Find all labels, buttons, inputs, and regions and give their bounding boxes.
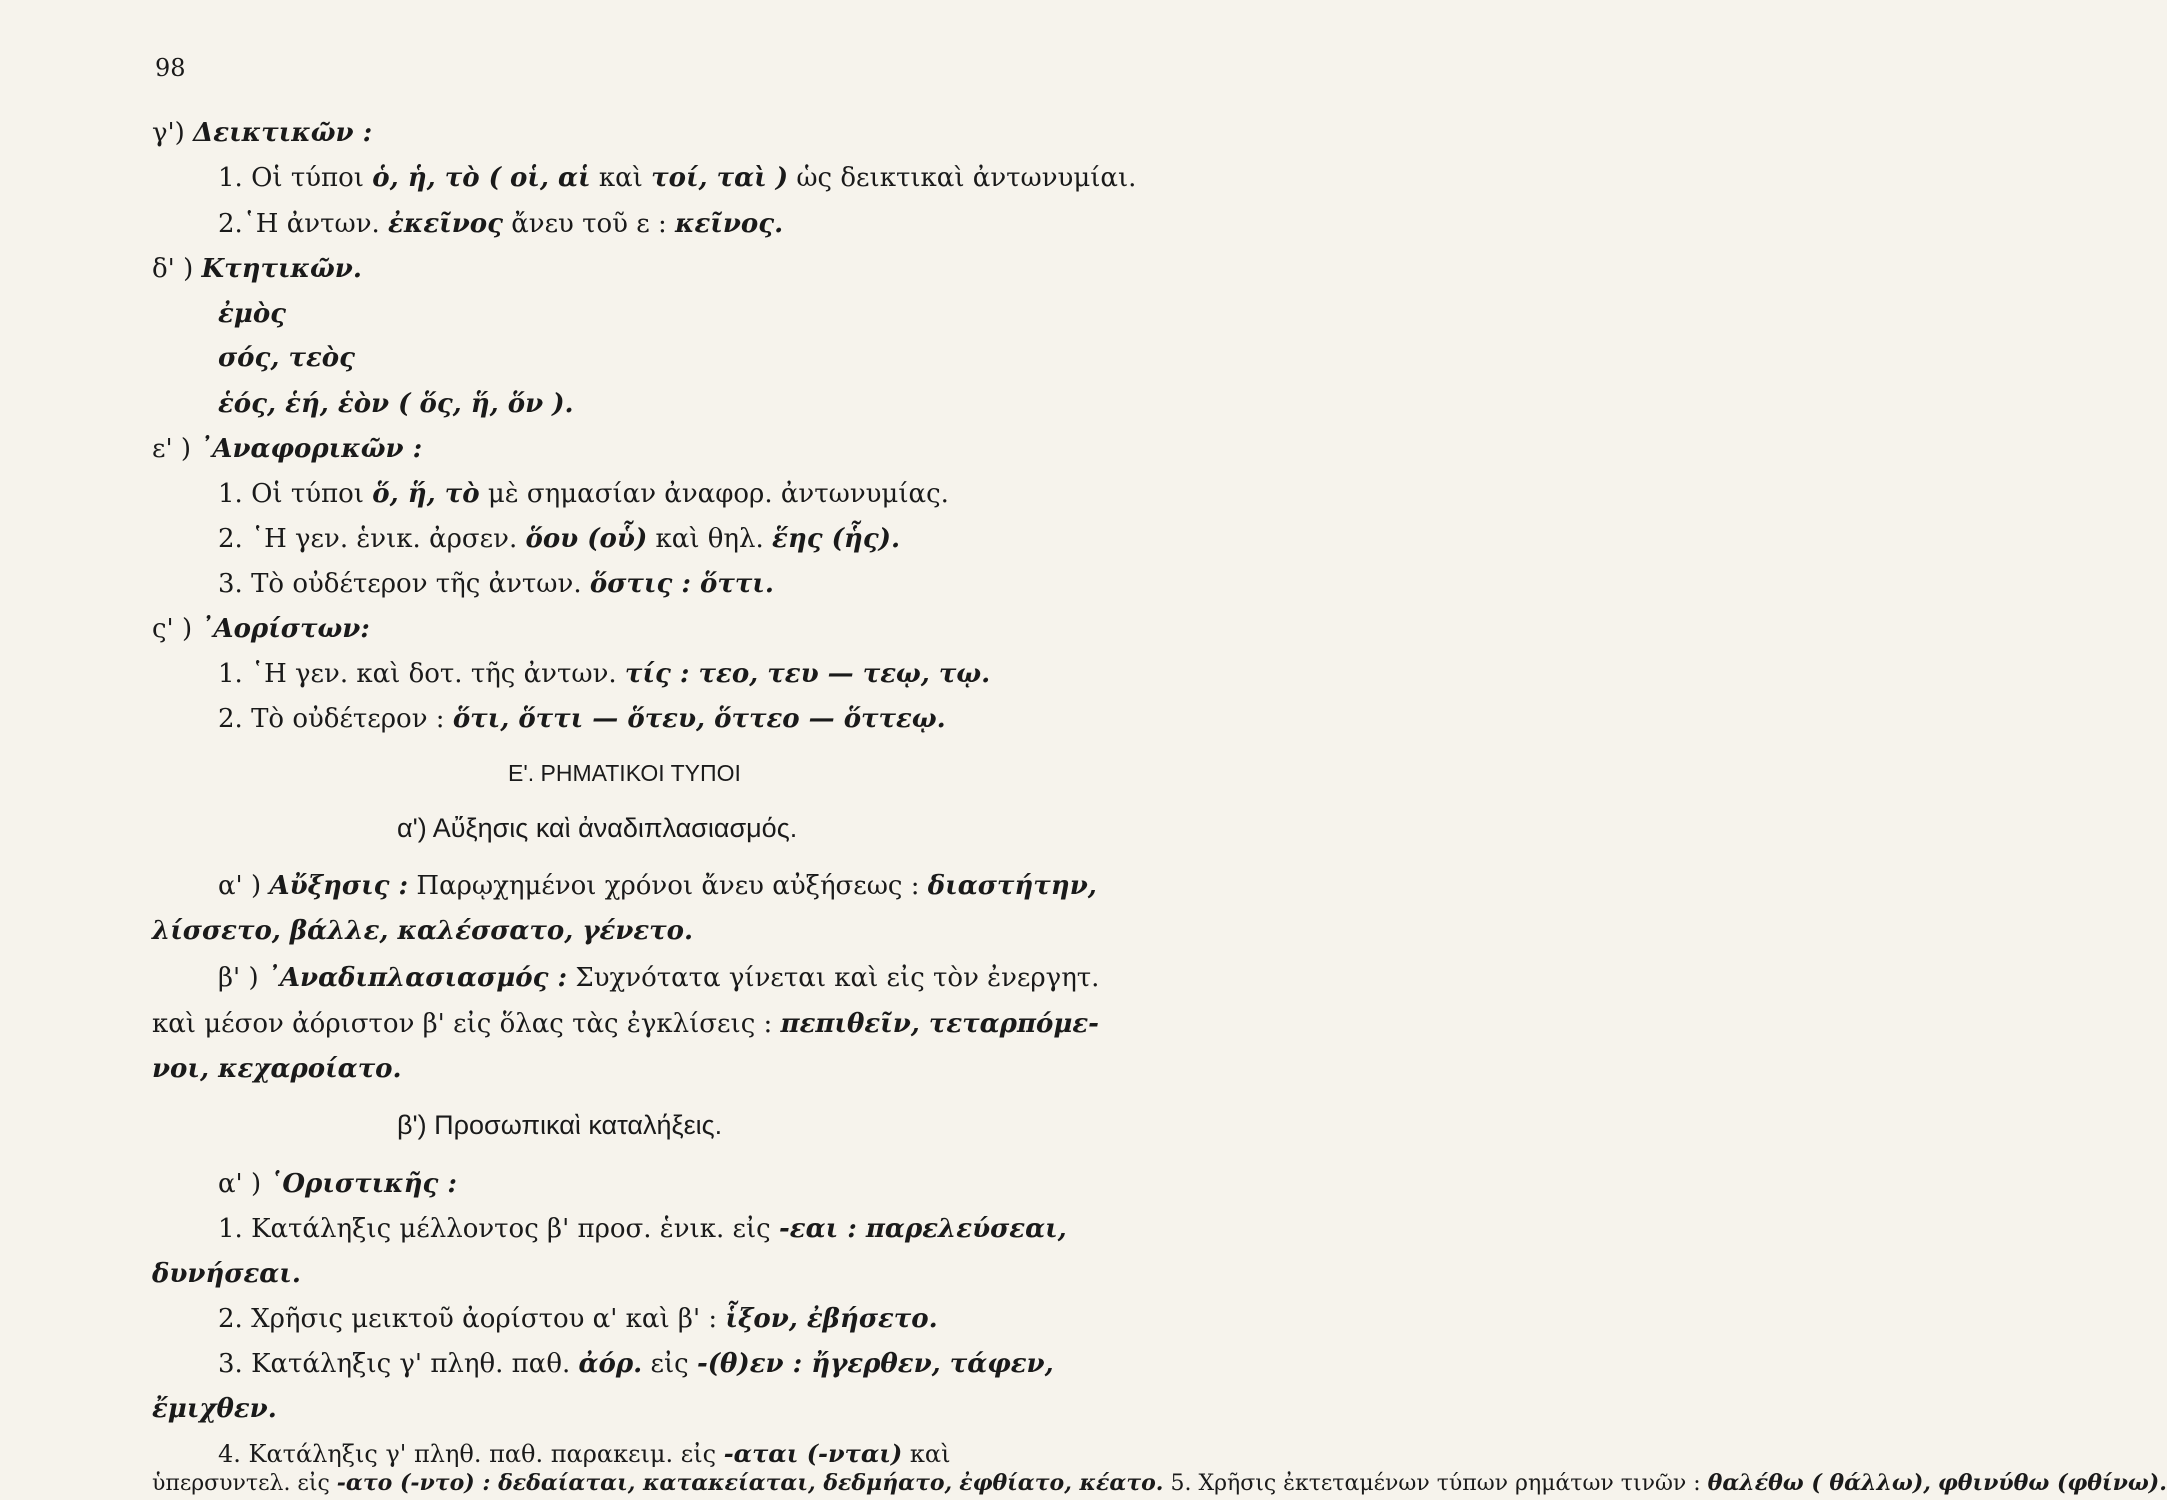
subsection-title-b: β') Προσωπικαὶ καταλήξεις. <box>397 1110 723 1140</box>
line-o4b: ὑπερσυντελ. εἰς -ατο (-ντο) : δεδαίαται, κατακείαται, δεδμήατο, ἐφθίατο, κέατο. 5. Χρῆσις ἐκτεταμένων τύπων ρημάτων τινῶν : θαλέθω ( θάλλω), φθινύθω (φθίνω). <box>152 1470 2167 1496</box>
heading-oristikes: α' ) ῾Οριστικῆς : <box>218 1169 458 1199</box>
line-o4: 4. Κατάληξις γ' πληθ. παθ. παρακειμ. εἰς -αται (-νται) καὶ <box>218 1439 951 1468</box>
line-o2: 2. Χρῆσις μεικτοῦ ἀορίστου α' καὶ β' : ἷξον, ἐβήσετο. <box>218 1304 938 1334</box>
line-o3: 3. Κατάληξις γ' πληθ. παθ. ἀόρ. εἰς -(θ)εν : ἤγερθεν, τάφεν, <box>218 1349 1054 1379</box>
subsection-title-a: α') Αὔξησις καὶ ἀναδιπλασιασμός. <box>397 813 798 843</box>
line-o3-cont: ἔμιχθεν. <box>152 1394 277 1424</box>
line-d1: ἐμὸς <box>218 299 287 329</box>
heading-deiktikon: γ') Δεικτικῶν : <box>152 118 373 148</box>
line-e3: 3. Τὸ οὐδέτερον τῆς ἀντων. ὅστις : ὅττι. <box>218 569 774 599</box>
heading-aoriston: ς' ) ᾿Αορίστων: <box>152 614 370 644</box>
heading-ktetikon: δ' ) Κτητικῶν. <box>152 254 362 284</box>
heading-anaphorikon: ε' ) ᾿Αναφορικῶν : <box>152 434 423 464</box>
line-s2: 2. Τὸ οὐδέτερον : ὅτι, ὅττι — ὅτευ, ὅττεο — ὅττεῳ. <box>218 704 946 734</box>
line-g1: 1. Οἱ τύποι ὁ, ἡ, τὸ ( οἱ, αἱ καὶ τοί, ταὶ ) ὡς δεικτικαὶ ἀντωνυμίαι. <box>218 163 1137 193</box>
page-number: 98 <box>155 54 186 82</box>
line-d2: σός, τεὸς <box>218 343 355 373</box>
line-o1: 1. Κατάληξις μέλλοντος β' προσ. ἑνικ. εἰς -εαι : παρελεύσεαι, <box>218 1214 1067 1244</box>
line-e2: 2. ῾Η γεν. ἑνικ. ἀρσεν. ὅου (οὗ) καὶ θηλ. ἕης (ἧς). <box>218 524 901 554</box>
line-e1: 1. Οἱ τύποι ὅ, ἥ, τὸ μὲ σημασίαν ἀναφορ. ἀντωνυμίας. <box>218 479 949 509</box>
line-b2: καὶ μέσον ἀόριστον β' εἰς ὅλας τὰς ἐγκλίσεις : πεπιθεῖν, τεταρπόμε- <box>152 1009 1099 1039</box>
line-d3: ἑός, ἑή, ἑὸν ( ὅς, ἥ, ὅν ). <box>218 389 574 419</box>
line-o1-cont: δυνήσεαι. <box>152 1259 301 1289</box>
line-g2: 2.῾Η ἀντων. ἐκεῖνος ἄνευ τοῦ ε : κεῖνος. <box>218 209 784 239</box>
line-a1-cont: λίσσετο, βάλλε, καλέσσατο, γένετο. <box>152 916 694 946</box>
line-b1: β' ) ᾿Αναδιπλασιασμός : Συχνότατα γίνεται καὶ εἰς τὸν ἐνεργητ. <box>218 963 1100 993</box>
line-s1: 1. ῾Η γεν. καὶ δοτ. τῆς ἀντων. τίς : τεο, τευ — τεῳ, τῳ. <box>218 659 991 689</box>
line-a1: α' ) Αὔξησις : Παρῳχημένοι χρόνοι ἄνευ αὐξήσεως : διαστήτην, <box>218 871 1097 901</box>
line-b3: νοι, κεχαροίατο. <box>152 1054 402 1084</box>
section-title: Ε'. ΡΗΜΑΤΙΚΟΙ ΤΥΠΟΙ <box>508 760 741 786</box>
